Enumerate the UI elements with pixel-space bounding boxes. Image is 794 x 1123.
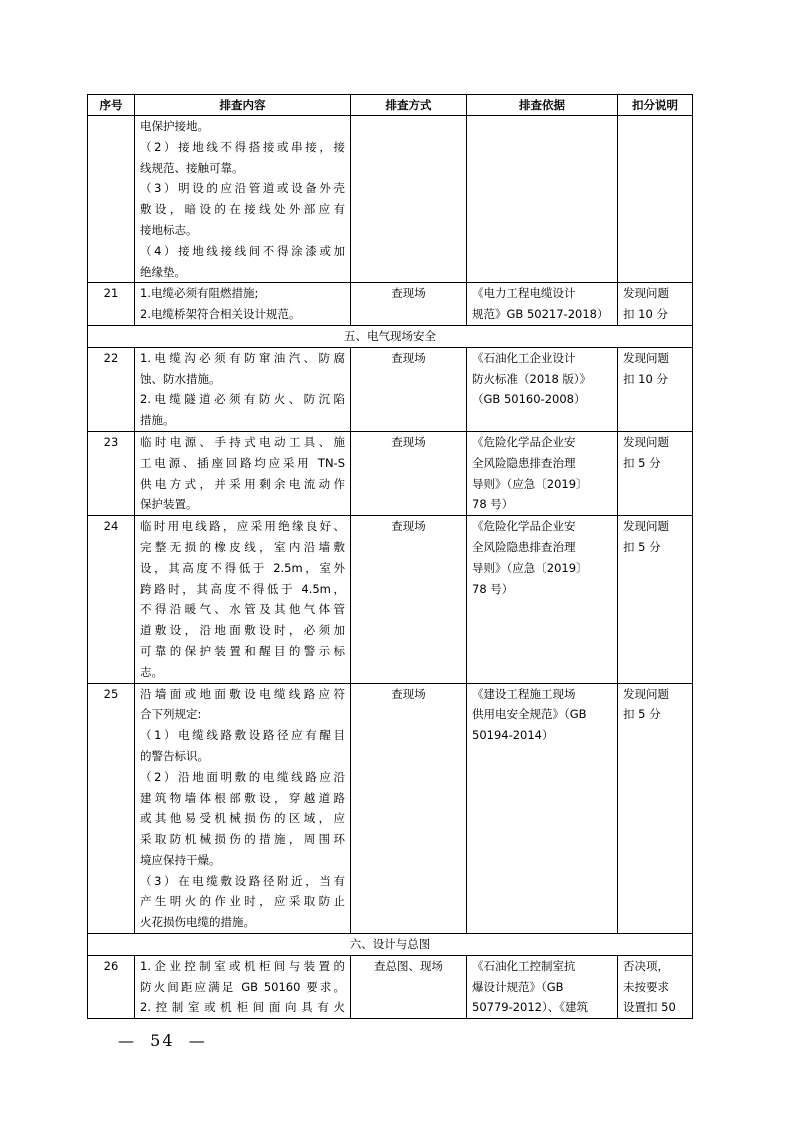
section-row <box>88 934 693 956</box>
section-row <box>88 325 693 347</box>
cell-deduction <box>618 116 693 283</box>
cell-basis <box>467 116 618 283</box>
cell-basis: 《危险化学品企业安 全风险隐患排查治理 导则》（应急〔2019〕 78 号） <box>467 516 618 683</box>
cell-no: 21 <box>88 283 135 326</box>
cell-basis: 《建设工程施工现场 供用电安全规范》（GB 50194-2014） <box>467 683 618 934</box>
cell-basis: 《危险化学品企业安 全风险隐患排查治理 导则》（应急〔2019〕 78 号） <box>467 431 618 515</box>
cell-content: 沿墙面或地面敷设电缆线路应符 合下列规定: （1）电缆线路敷设路径应有醒目 的警告标识。 （2）沿地面明敷的电缆线路应沿 建筑物墙体根部敷设，穿越道路 或其他易受机械损伤的区域，应 采取防机械损伤的措施，周围环 境应保持干燥。 （3）在电缆敷设路径附近，当有 产生明火的作业时，应采取防止 火花损伤电缆的措施。 <box>135 683 351 934</box>
table-row <box>88 683 693 934</box>
cell-method: 查现场 <box>351 347 467 431</box>
cell-method: 查现场 <box>351 283 467 326</box>
cell-deduction: 发现问题 扣 5 分 <box>618 683 693 934</box>
cell-deduction: 发现问题 扣 5 分 <box>618 516 693 683</box>
cell-content: 1.电缆沟必须有防窜油汽、防腐 蚀、防水措施。 2.电缆隧道必须有防火、防沉陷 措施。 <box>135 347 351 431</box>
cell-no: 25 <box>88 683 135 934</box>
table-row <box>88 283 693 326</box>
header-method: 排查方式 <box>351 95 467 116</box>
cell-deduction: 发现问题 扣 5 分 <box>618 431 693 515</box>
cell-basis: 《电力工程电缆设计 规范》GB 50217-2018） <box>467 283 618 326</box>
cell-basis: 《石油化工控制室抗 爆设计规范》（GB 50779-2012）、《建筑 <box>467 955 618 1018</box>
cell-method <box>351 116 467 283</box>
table-row <box>88 431 693 515</box>
table-row <box>88 516 693 683</box>
cell-deduction: 否决项， 未按要求 设置扣 50 <box>618 955 693 1018</box>
cell-content: 临时电源、手持式电动工具、施 工电源、插座回路均应采用 TN-S 供电方式，并采用剩余电流动作 保护装置。 <box>135 431 351 515</box>
header-content: 排查内容 <box>135 95 351 116</box>
cell-content: 1.企业控制室或机柜间与装置的 防火间距应满足 GB 50160 要求。 2.控制室或机柜间面向具有火 <box>135 955 351 1018</box>
cell-no: 22 <box>88 347 135 431</box>
section-title: 五、电气现场安全 <box>88 325 693 347</box>
header-basis: 排查依据 <box>467 95 618 116</box>
cell-method: 查现场 <box>351 431 467 515</box>
section-title: 六、设计与总图 <box>88 934 693 956</box>
cell-deduction: 发现问题 扣 10 分 <box>618 283 693 326</box>
table-row <box>88 955 693 1018</box>
cell-content: 电保护接地。 （2）接地线不得搭接或串接，接 线规范、接触可靠。 （3）明设的应沿管道或设备外壳 敷设，暗设的在接线处外部应有 接地标志。 （4）接地线接线间不得涂漆或加 绝缘垫。 <box>135 116 351 283</box>
header-deduction: 扣分说明 <box>618 95 693 116</box>
page-number: — 54 — <box>118 1031 207 1050</box>
table-row <box>88 347 693 431</box>
table-row <box>88 116 693 283</box>
cell-deduction: 发现问题 扣 10 分 <box>618 347 693 431</box>
table-header-row <box>88 95 693 116</box>
cell-no: 23 <box>88 431 135 515</box>
inspection-table <box>87 94 693 1019</box>
cell-method: 查总图、现场 <box>351 955 467 1018</box>
cell-no <box>88 116 135 283</box>
cell-no: 24 <box>88 516 135 683</box>
cell-no: 26 <box>88 955 135 1018</box>
cell-method: 查现场 <box>351 516 467 683</box>
cell-content: 1.电缆必须有阻燃措施; 2.电缆桥架符合相关设计规范。 <box>135 283 351 326</box>
header-no: 序号 <box>88 95 135 116</box>
cell-content: 临时用电线路，应采用绝缘良好、 完整无损的橡皮线，室内沿墙敷 设，其高度不得低于 2.5m，室外 跨路时，其高度不得低于 4.5m， 不得沿暖气、水管及其他气体管 道敷设，沿地面敷设时，必须加 可靠的保护装置和醒目的警示标 志。 <box>135 516 351 683</box>
cell-method: 查现场 <box>351 683 467 934</box>
cell-basis: 《石油化工企业设计 防火标准（2018 版）》 （GB 50160-2008） <box>467 347 618 431</box>
